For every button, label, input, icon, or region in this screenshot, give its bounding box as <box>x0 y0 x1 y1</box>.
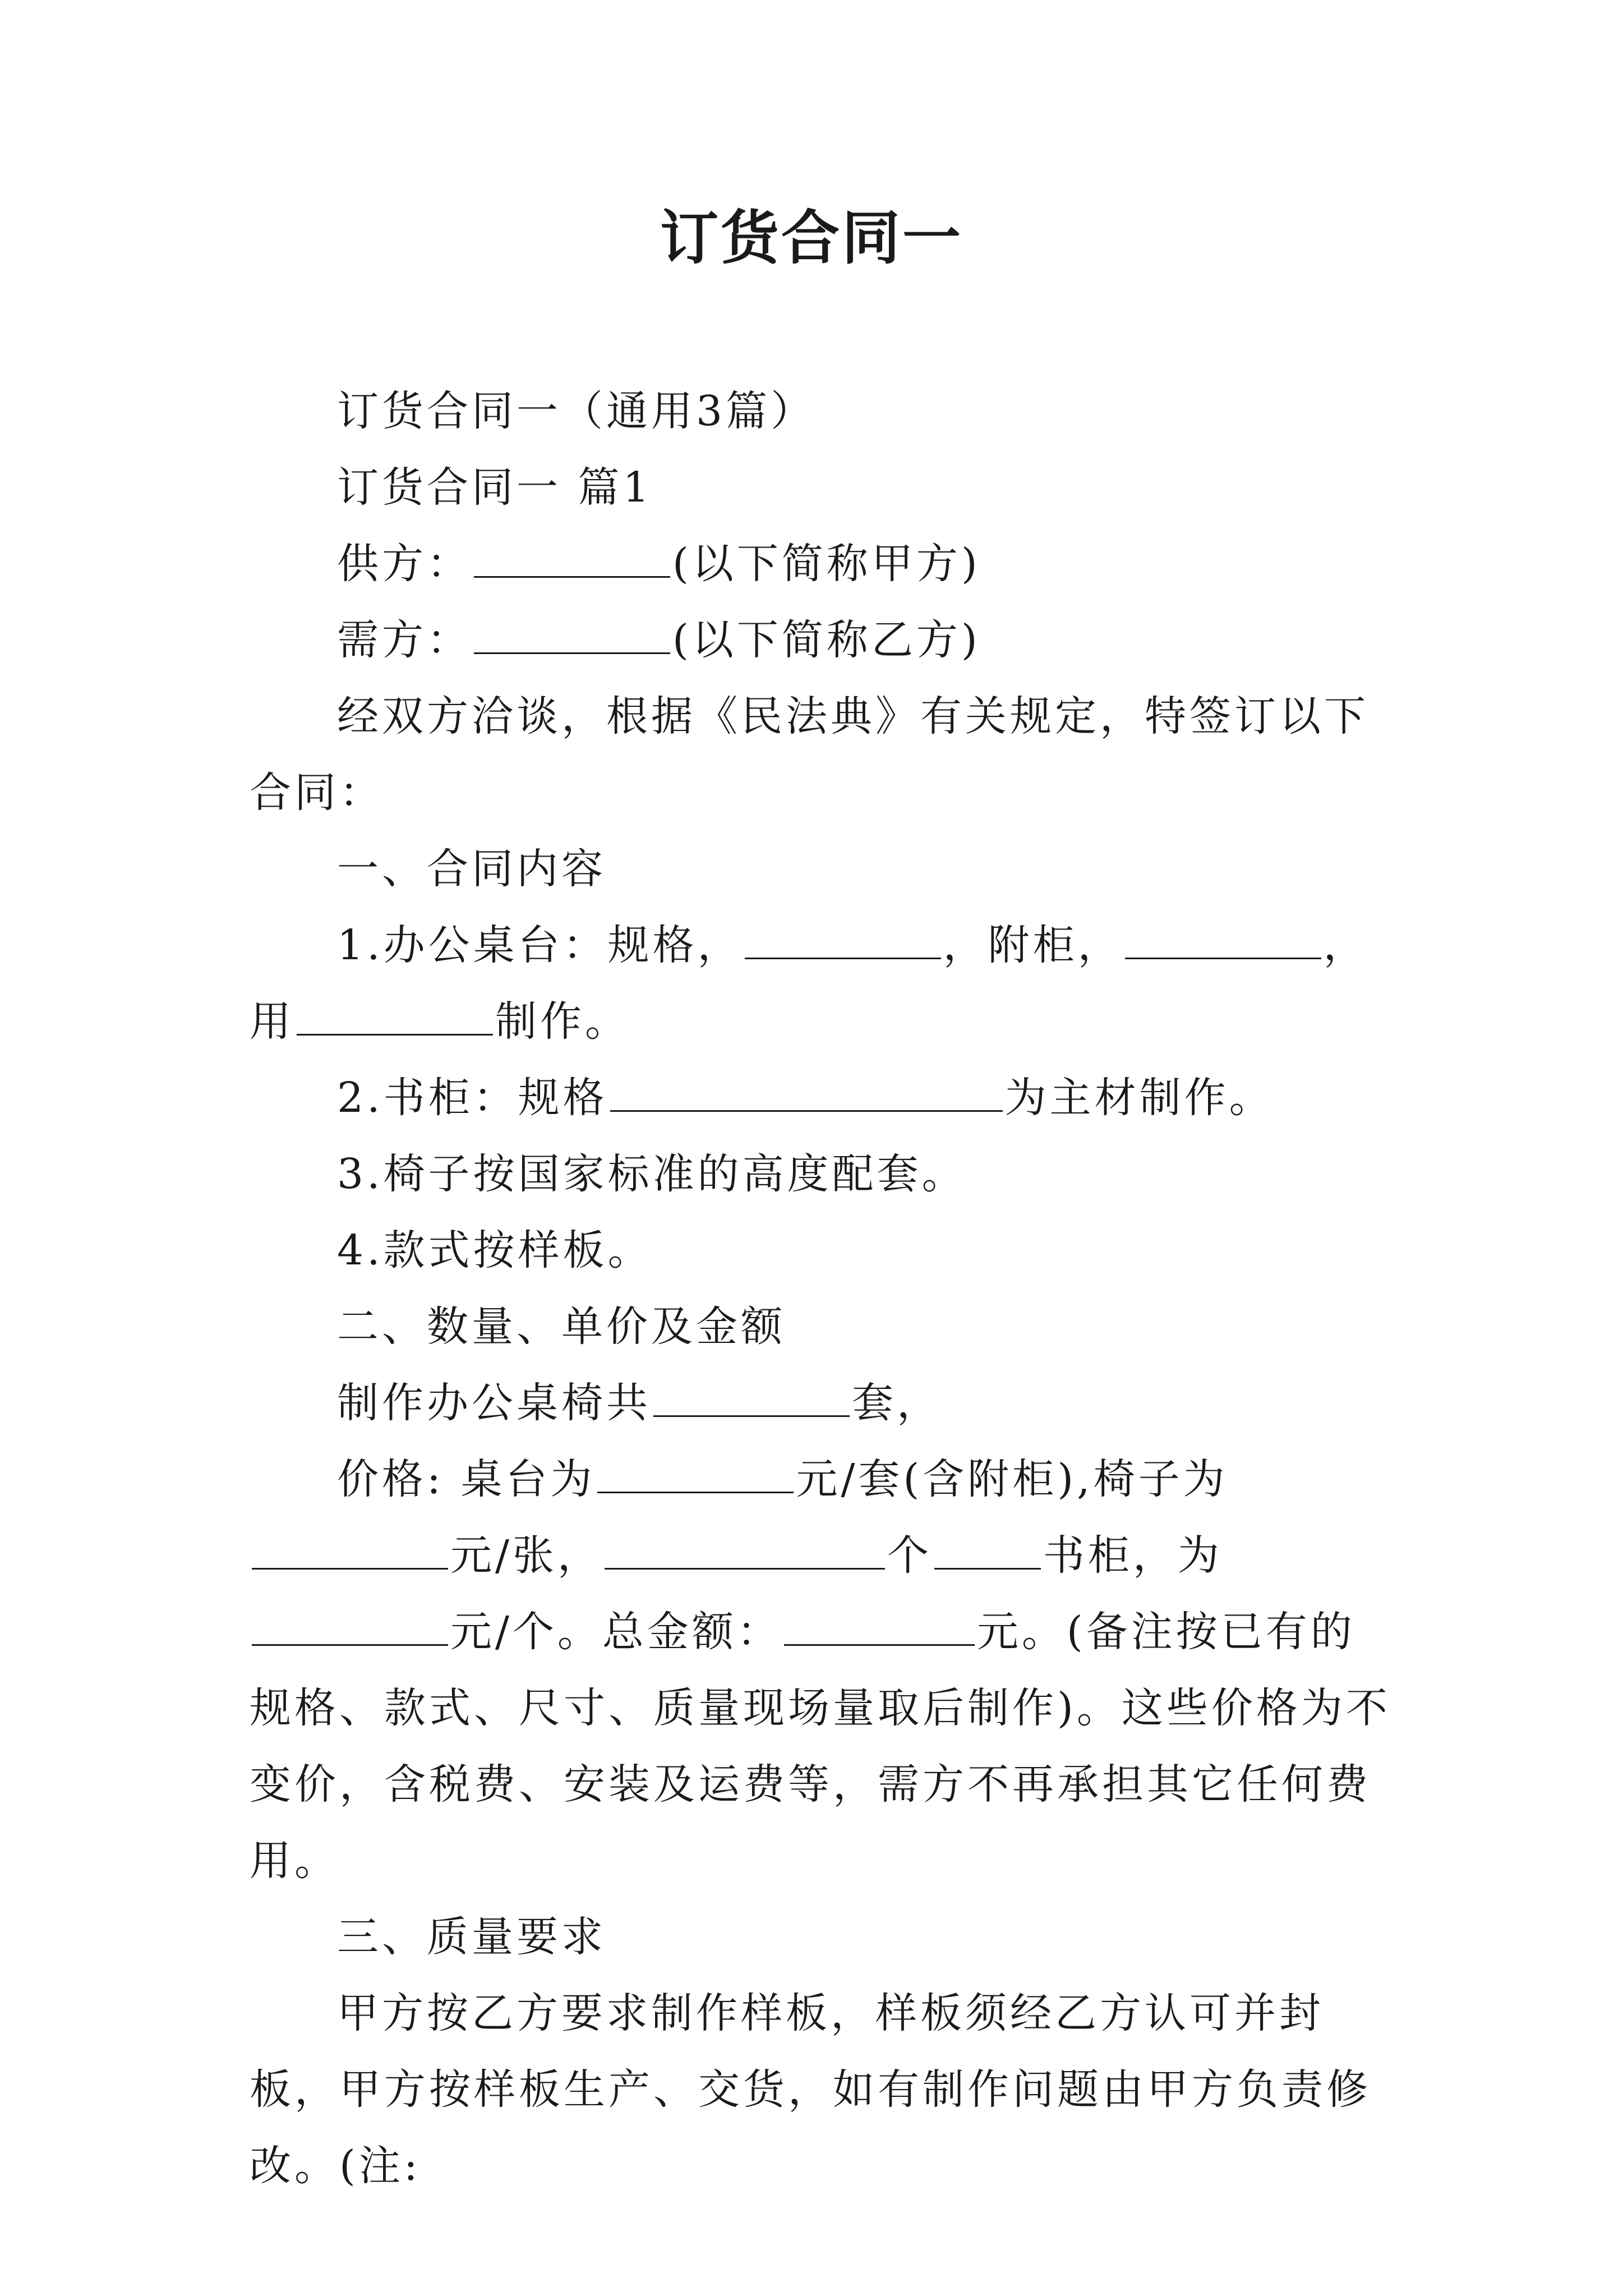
price-text-b: 元/套(含附柜),椅子为 <box>796 1455 1228 1503</box>
price-paragraph <box>250 1441 1399 1899</box>
buyer-label: 需方： <box>337 616 472 664</box>
subtitle: 订货合同一（通用3篇） <box>337 387 816 435</box>
item-style: 4.款式按样板。 <box>337 1226 653 1274</box>
heading-quantity-price: 二、数量、单价及金额 <box>337 1303 786 1351</box>
quality-paragraph: 甲方按乙方要求制作样板，样板须经乙方认可并封板，甲方按样板生产、交货，如有制作问题由甲方负责修改。(注: <box>250 1989 1371 2190</box>
item-desk-text-c: ，用 <box>250 921 1368 1046</box>
supplier-suffix: (以下简称甲方) <box>672 540 981 588</box>
desk-spec-blank <box>745 924 941 959</box>
material-blank <box>297 1000 493 1036</box>
item-desk-text-b: ，附柜， <box>943 921 1123 969</box>
price-text-e: 书柜，为 <box>1043 1531 1223 1580</box>
bookcase-spec-blank <box>610 1076 1003 1112</box>
item-bookcase-text-a: 2.书柜：规格 <box>337 1074 608 1122</box>
heading-contract-content: 一、合同内容 <box>337 845 606 893</box>
quantity-text-a: 制作办公桌椅共 <box>337 1379 651 1427</box>
item-desk-text-a: 1.办公桌台：规格， <box>337 921 743 969</box>
item-bookcase <box>250 1060 1399 1136</box>
quantity-text-b: 套， <box>852 1379 942 1427</box>
bookcase-price-blank <box>252 1611 448 1646</box>
heading-quality: 三、质量要求 <box>337 1913 606 1961</box>
intro-paragraph: 经双方洽谈，根据《民法典》有关规定，特签订以下合同： <box>250 692 1369 817</box>
price-text-c: 元/张， <box>450 1531 602 1580</box>
section-title: 订货合同一 篇1 <box>337 463 653 512</box>
bookcase-type-blank <box>934 1534 1041 1570</box>
supplier-line <box>250 526 1399 602</box>
quantity-line <box>250 1365 1399 1441</box>
item-chair: 3.椅子按国家标准的高度配套。 <box>337 1150 967 1198</box>
buyer-line <box>250 602 1399 678</box>
bookcase-count-blank <box>605 1534 885 1570</box>
document-title: 订货合同一 <box>660 203 963 272</box>
quantity-blank <box>653 1382 850 1417</box>
cabinet-blank <box>1125 924 1321 959</box>
supplier-blank <box>474 542 670 578</box>
price-text-a: 价格: 桌台为 <box>337 1455 596 1503</box>
document-body <box>250 373 1399 2204</box>
supplier-label: 供方： <box>337 540 472 588</box>
price-text-d: 个 <box>887 1531 932 1580</box>
item-desk-text-d: 制作。 <box>495 997 630 1046</box>
total-amount-blank <box>784 1611 975 1646</box>
chair-price-blank <box>252 1534 448 1570</box>
price-text-g: 元。(备注按已有的规格、款式、尺寸、质量现场量取后制作)。这些价格为不变价，含税费、安装及运费等，需方不再承担其它任何费用。 <box>250 1608 1391 1885</box>
item-bookcase-text-b: 为主材制作。 <box>1004 1074 1274 1122</box>
buyer-blank <box>474 619 670 654</box>
buyer-suffix: (以下简称乙方) <box>672 616 981 664</box>
item-desk <box>250 907 1399 1060</box>
price-text-f: 元/个。总金额： <box>450 1608 782 1656</box>
desk-price-blank <box>597 1458 794 1493</box>
